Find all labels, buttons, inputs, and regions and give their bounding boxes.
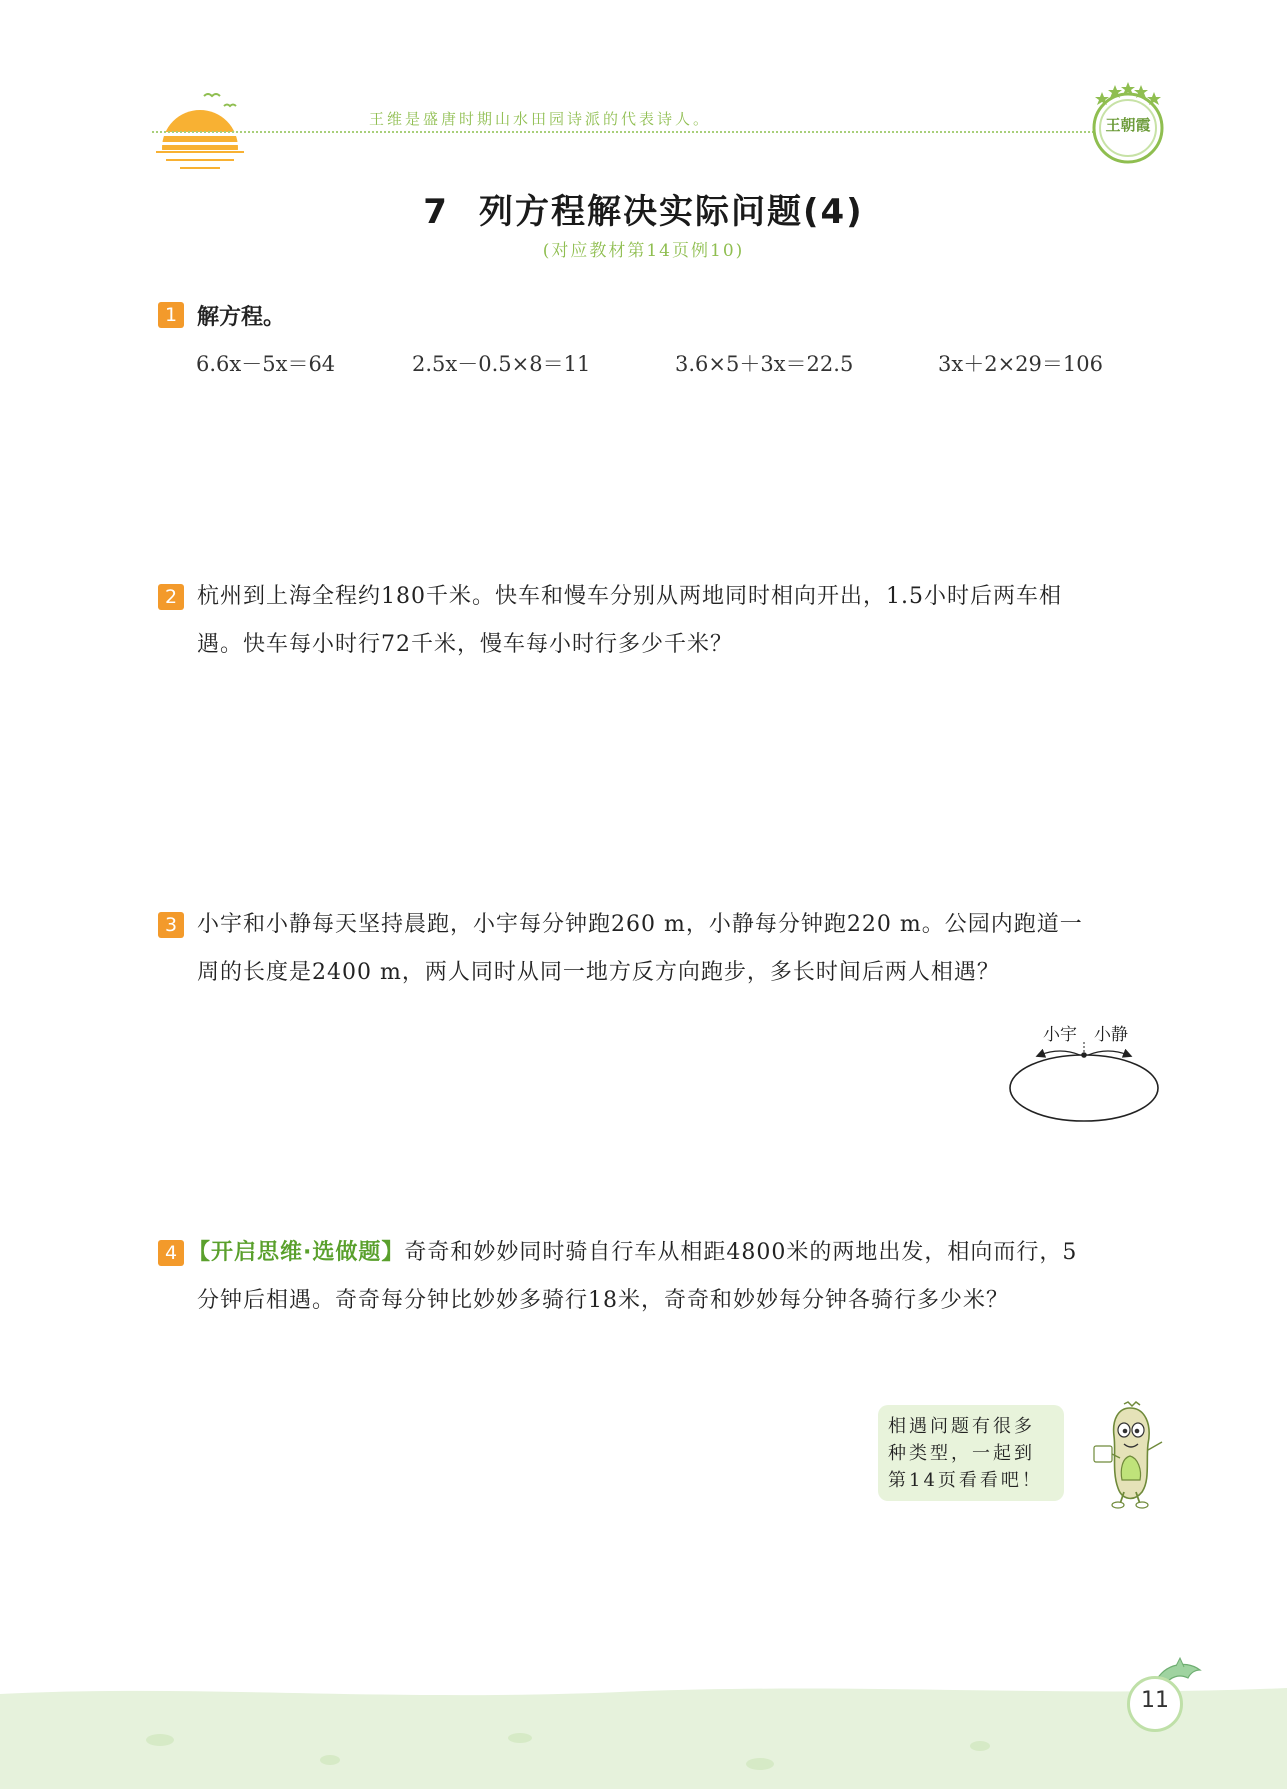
question-3-text	[197, 901, 1169, 997]
page-number: 11	[1141, 1688, 1169, 1713]
lesson-number: 7	[423, 192, 449, 232]
track-ellipse	[1010, 1055, 1158, 1121]
page-title	[0, 184, 1287, 233]
equation-4: 3x＋2×29＝106	[938, 352, 1103, 376]
hint-line-2: 种类型，一起到	[888, 1443, 1035, 1464]
question-3-line-1: 小宇和小静每天坚持晨跑，小宇每分钟跑260 m，小静每分钟跑220 m。公园内跑道一	[197, 912, 1083, 937]
start-point	[1081, 1052, 1087, 1058]
question-4-line-1-text: 奇奇和妙妙同时骑自行车从相距4800米的两地出发，相向而行，5	[404, 1240, 1078, 1265]
question-badge-4: 4	[158, 1240, 184, 1266]
hint-line-1: 相遇问题有很多	[888, 1416, 1035, 1437]
question-4-text	[188, 1229, 1170, 1325]
question-2-line-2: 遇。快车每小时行72千米，慢车每小时行多少千米？	[197, 632, 733, 657]
question-badge-1: 1	[158, 302, 184, 328]
question-2-line-1: 杭州到上海全程约180千米。快车和慢车分别从两地同时相向开出，1.5小时后两车相	[197, 584, 1062, 609]
question-3-line-2: 周的长度是2400 m，两人同时从同一地方反方向跑步，多长时间后两人相遇？	[197, 960, 1000, 985]
header-motto: 王维是盛唐时期山水田园诗派的代表诗人。	[368, 110, 711, 128]
question-4-line-1	[188, 1229, 1170, 1277]
arrow-right	[1088, 1051, 1128, 1055]
footer-wave-decoration	[0, 1680, 1287, 1789]
mascot-character-icon	[1090, 1400, 1170, 1510]
hint-bubble	[878, 1405, 1064, 1501]
sunset-logo-icon	[152, 88, 248, 184]
question-1-heading: 解方程。	[197, 305, 286, 330]
optional-challenge-tag: 【开启思维·选做题】	[188, 1240, 405, 1265]
textbook-reference: (对应教材第14页例10)	[542, 241, 745, 261]
question-2-text	[197, 573, 1169, 669]
hint-line-3: 第14页看看吧！	[888, 1470, 1043, 1491]
equation-1: 6.6x－5x＝64	[196, 352, 336, 376]
header-divider	[152, 131, 1094, 133]
question-badge-2: 2	[158, 584, 184, 610]
question-4-line-2: 分钟后相遇。奇奇每分钟比妙妙多骑行18米，奇奇和妙妙每分钟各骑行多少米？	[197, 1288, 1009, 1313]
brand-name: 王朝霞	[1105, 116, 1151, 134]
question-badge-3: 3	[158, 912, 184, 938]
lesson-title: 列方程解决实际问题(4)	[478, 192, 864, 232]
runner-left-label: 小宇	[1043, 1025, 1077, 1045]
equation-2: 2.5x－0.5×8＝11	[412, 352, 591, 376]
running-track-diagram	[1000, 1010, 1170, 1130]
arrow-left	[1040, 1051, 1080, 1055]
equation-3: 3.6×5＋3x＝22.5	[675, 352, 854, 376]
runner-right-label: 小静	[1094, 1025, 1128, 1045]
